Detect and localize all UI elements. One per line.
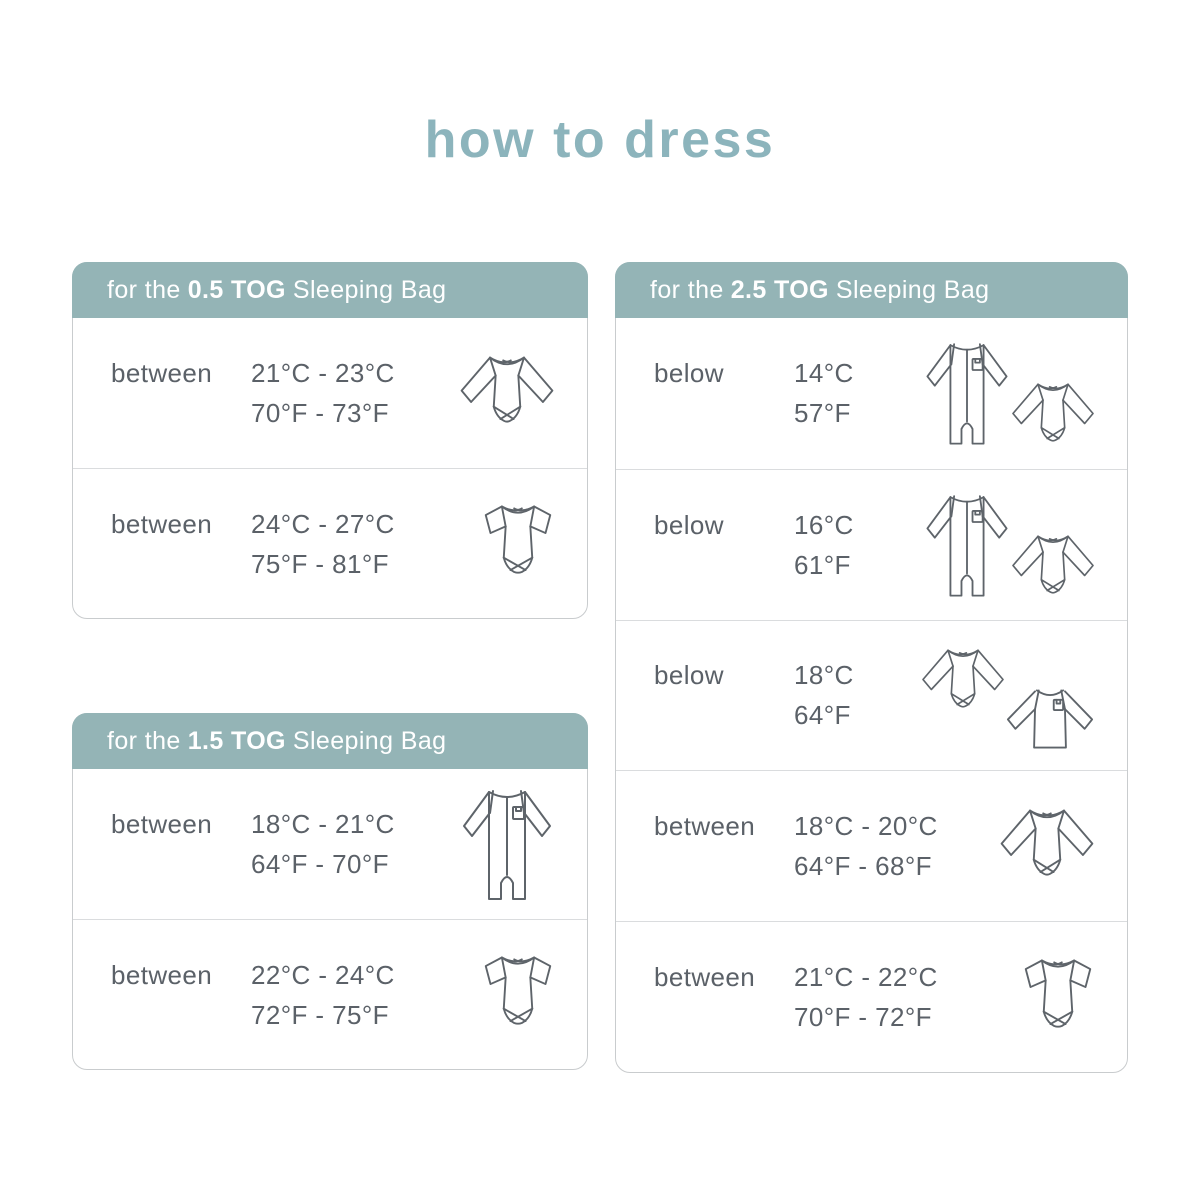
- temperature-range: [251, 504, 395, 584]
- temp-celsius: 18°C - 20°C: [794, 811, 938, 842]
- short-sleeve-bodysuit-icon: [477, 497, 559, 590]
- temperature-range: [251, 804, 395, 884]
- garment-icons: [477, 948, 559, 1041]
- temp-celsius: 24°C - 27°C: [251, 508, 395, 539]
- row-text-group: [654, 957, 938, 1037]
- temp-celsius: 18°C: [794, 660, 854, 691]
- temperature-range: [251, 955, 395, 1035]
- temp-fahrenheit: 64°F: [794, 700, 851, 731]
- temp-fahrenheit: 64°F - 70°F: [251, 849, 389, 879]
- temperature-range: [794, 353, 854, 433]
- temp-celsius: 14°C: [794, 358, 854, 389]
- range-label: between: [654, 811, 756, 842]
- row-text-group: [111, 955, 395, 1035]
- row-text-group: [111, 504, 395, 584]
- temperature-row: [616, 469, 1127, 620]
- range-label: between: [111, 959, 213, 990]
- row-text-group: [111, 804, 395, 884]
- temperature-range: [794, 957, 938, 1037]
- garment-icons: [455, 348, 559, 439]
- temperature-row: [616, 921, 1127, 1072]
- left-column: [72, 262, 588, 1073]
- romper-icon: [455, 781, 559, 907]
- temp-celsius: 21°C - 23°C: [251, 358, 395, 388]
- row-text-group: [654, 353, 854, 433]
- card-header-suffix: Sleeping Bag: [292, 275, 447, 304]
- range-label: between: [654, 962, 756, 993]
- card-header-tog-rating: 2.5 TOG: [730, 275, 829, 304]
- card-header-prefix: for the: [107, 726, 181, 755]
- garment-icons: [995, 801, 1099, 892]
- long-sleeve-bodysuit-icon: [455, 348, 559, 439]
- card-header-tog-rating: 0.5 TOG: [187, 275, 286, 304]
- card-header-suffix: Sleeping Bag: [292, 726, 447, 755]
- temperature-row: [616, 770, 1127, 921]
- card-header-prefix: for the: [107, 275, 181, 304]
- card-tog-0-5: [72, 262, 588, 619]
- temperature-row: [616, 620, 1127, 771]
- card-header-prefix: for the: [650, 275, 724, 304]
- temp-fahrenheit: 64°F - 68°F: [794, 851, 932, 882]
- temperature-row: [616, 318, 1127, 469]
- card-body: [73, 318, 587, 618]
- garment-icons: [917, 655, 1099, 735]
- long-sleeve-bodysuit-icon: [995, 801, 1099, 892]
- card-tog-2-5: [615, 262, 1128, 1073]
- temp-celsius: 21°C - 22°C: [794, 962, 938, 993]
- card-header-tog-rating: 1.5 TOG: [187, 726, 286, 755]
- temp-celsius: 22°C - 24°C: [251, 959, 395, 990]
- short-sleeve-bodysuit-icon: [1017, 951, 1099, 1044]
- temp-celsius: 16°C: [794, 509, 854, 540]
- romper-icon: [919, 335, 1015, 451]
- card-tog-1-5: [72, 713, 588, 1070]
- long-sleeve-bodysuit-icon: [917, 642, 1009, 722]
- page-title: how to dress: [424, 111, 776, 169]
- garment-icons: [919, 335, 1099, 451]
- card-body: [616, 318, 1127, 1072]
- temperature-range: [794, 655, 854, 735]
- temperature-row: [73, 318, 587, 468]
- temp-fahrenheit: 70°F - 73°F: [251, 398, 389, 428]
- row-text-group: [654, 806, 938, 886]
- range-label: between: [111, 358, 213, 388]
- row-text-group: [654, 655, 854, 735]
- long-sleeve-shirt-icon: [1001, 682, 1099, 755]
- cards-grid: [72, 262, 1128, 1073]
- range-label: below: [654, 509, 724, 540]
- temperature-range: [794, 505, 854, 585]
- range-label: between: [111, 508, 213, 539]
- temperature-row: [73, 468, 587, 618]
- temperature-range: [794, 806, 938, 886]
- card-header: [615, 262, 1128, 318]
- long-sleeve-bodysuit-icon: [1007, 376, 1099, 456]
- card-header: [72, 262, 588, 318]
- garment-icons: [919, 487, 1099, 603]
- row-text-group: [654, 505, 854, 585]
- range-label: between: [111, 809, 213, 839]
- temperature-range: [251, 353, 395, 433]
- temp-fahrenheit: 57°F: [794, 398, 851, 429]
- temp-fahrenheit: 75°F - 81°F: [251, 548, 389, 579]
- short-sleeve-bodysuit-icon: [477, 948, 559, 1041]
- card-body: [73, 769, 587, 1069]
- romper-icon: [919, 487, 1015, 603]
- range-label: below: [654, 358, 724, 389]
- temp-celsius: 18°C - 21°C: [251, 809, 395, 839]
- range-label: below: [654, 660, 724, 691]
- temperature-row: [73, 919, 587, 1069]
- row-text-group: [111, 353, 395, 433]
- temperature-row: [73, 769, 587, 919]
- right-column: [615, 262, 1128, 1073]
- card-header-suffix: Sleeping Bag: [835, 275, 990, 304]
- garment-icons: [477, 497, 559, 590]
- garment-icons: [1017, 951, 1099, 1044]
- temp-fahrenheit: 72°F - 75°F: [251, 999, 389, 1030]
- long-sleeve-bodysuit-icon: [1007, 528, 1099, 608]
- garment-icons: [455, 781, 559, 907]
- temp-fahrenheit: 61°F: [794, 549, 851, 580]
- card-header: [72, 713, 588, 769]
- temp-fahrenheit: 70°F - 72°F: [794, 1002, 932, 1033]
